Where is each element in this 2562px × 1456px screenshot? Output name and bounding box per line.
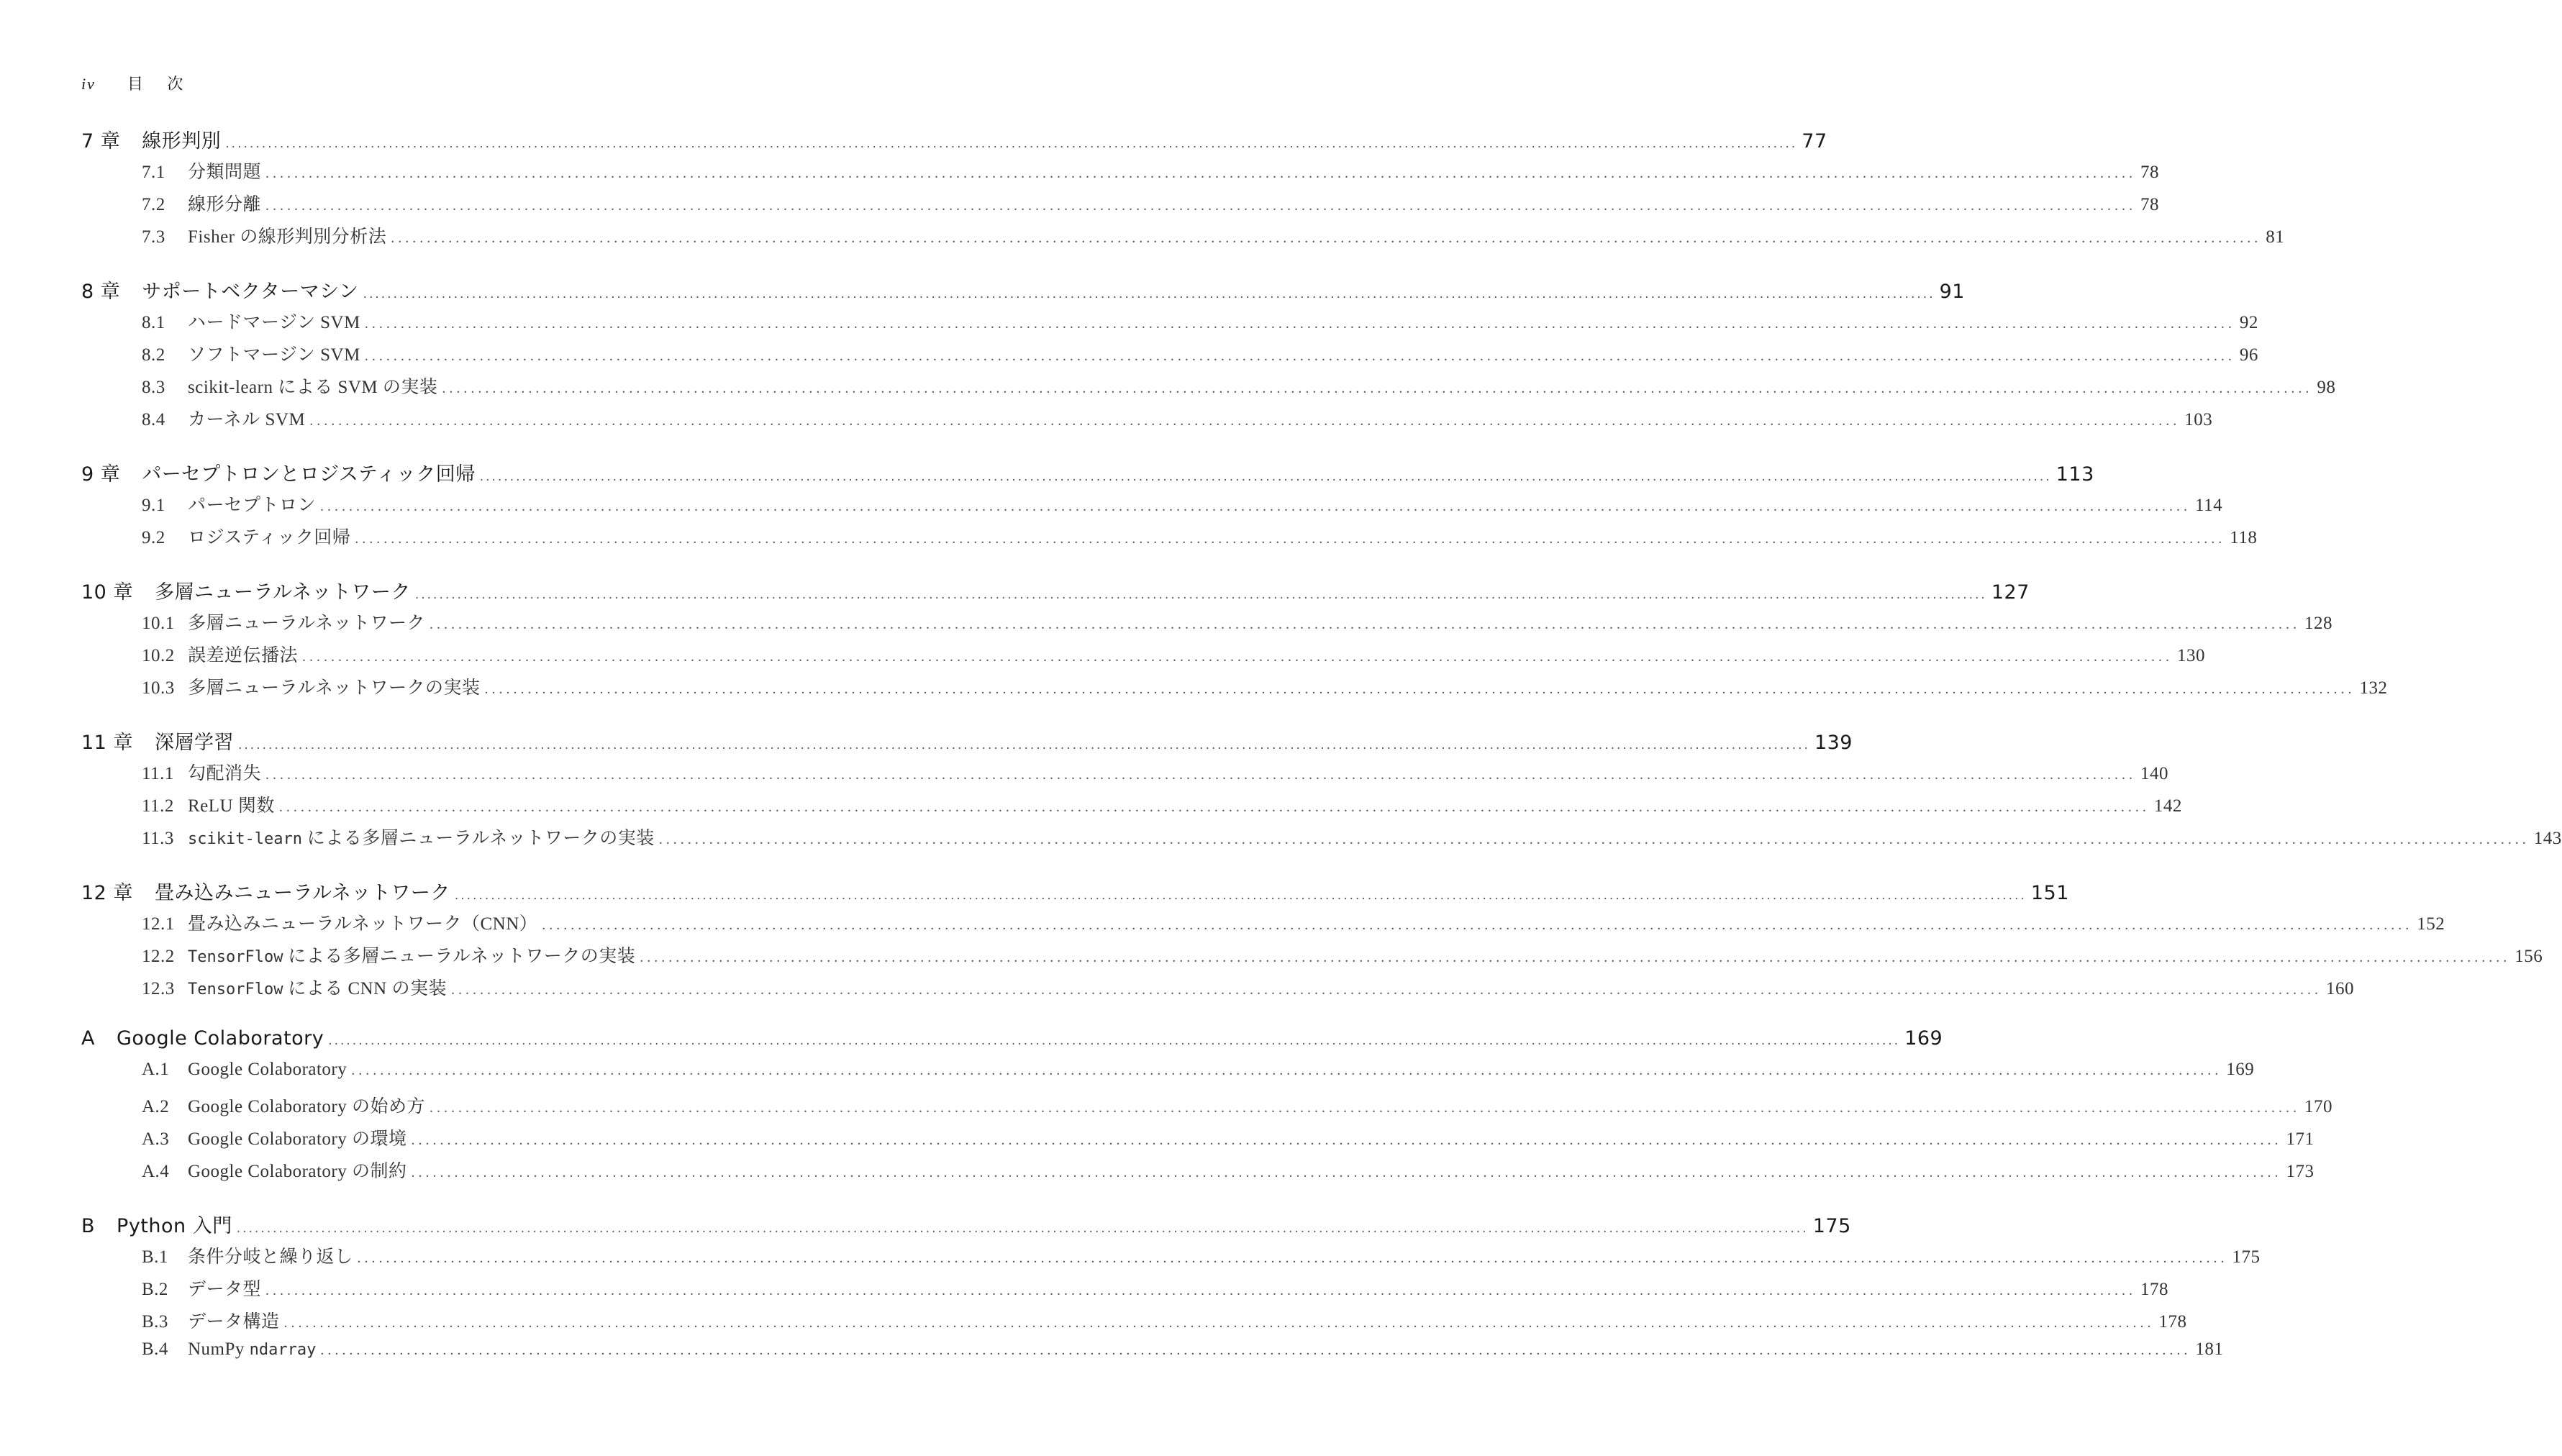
section-number: 11.1	[142, 764, 174, 783]
section-code: TensorFlow	[188, 948, 283, 966]
header-title: 目 次	[127, 75, 194, 93]
dot-leader: ....................................................................................................................................................................................................................................................................	[236, 1221, 1809, 1236]
chapter-number: 9 章	[81, 463, 121, 486]
section-entry[interactable]	[81, 373, 2336, 405]
dot-leader: ....................................................................................................................................................................................................................................................................	[328, 1034, 1901, 1048]
section-entry[interactable]	[81, 824, 2562, 856]
section-title-group	[188, 523, 350, 549]
section-title: による多層ニューラルネットワークの実装	[288, 947, 636, 966]
dot-leader: ....................................................................................................................................................................................................................................................................	[364, 348, 2235, 364]
dot-leader: ....................................................................................................................................................................................................................................................................	[265, 767, 2137, 783]
section-number: 11.3	[142, 829, 174, 848]
section-title: 条件分岐と繰り返し	[188, 1247, 353, 1267]
section-page: 175	[2232, 1247, 2261, 1267]
section-number: 12.3	[142, 979, 175, 998]
dot-leader: ....................................................................................................................................................................................................................................................................	[391, 230, 2262, 246]
section-page: 160	[2326, 979, 2354, 998]
chapter-block	[81, 125, 2285, 255]
chapter-entry[interactable]	[81, 877, 2069, 909]
chapter-number: B	[81, 1215, 96, 1237]
chapter-entry[interactable]	[81, 727, 1853, 759]
dot-leader: ....................................................................................................................................................................................................................................................................	[320, 1342, 2191, 1358]
chapter-entry[interactable]	[81, 276, 1965, 308]
section-number: 8.2	[142, 345, 165, 365]
section-title: Google Colaboratory	[188, 1060, 347, 1079]
section-title-group	[188, 190, 261, 216]
dot-leader: ....................................................................................................................................................................................................................................................................	[640, 950, 2511, 965]
dot-leader: ....................................................................................................................................................................................................................................................................	[451, 982, 2322, 998]
chapter-number: 11 章	[81, 732, 133, 754]
section-entry[interactable]	[81, 308, 2258, 340]
section-entry[interactable]	[81, 222, 2285, 255]
section-number: 8.4	[142, 410, 165, 429]
dot-leader: ....................................................................................................................................................................................................................................................................	[454, 888, 2027, 903]
section-entry[interactable]	[81, 1339, 2224, 1372]
section-number: 10.1	[142, 614, 175, 633]
section-title-group	[188, 791, 275, 817]
dot-leader: ....................................................................................................................................................................................................................................................................	[442, 381, 2313, 396]
dot-leader: ....................................................................................................................................................................................................................................................................	[484, 681, 2356, 697]
section-number: 10.3	[142, 678, 175, 698]
chapter-title: サポートベクターマシン	[142, 281, 359, 303]
section-page: 178	[2140, 1280, 2169, 1299]
section-number: B.4	[142, 1339, 168, 1359]
dot-leader: ....................................................................................................................................................................................................................................................................	[302, 649, 2173, 665]
section-page: 142	[2153, 796, 2182, 816]
section-title-group	[188, 158, 261, 183]
section-title: Google Colaboratory の制約	[188, 1162, 407, 1181]
section-title-group	[188, 222, 386, 248]
dot-leader: ....................................................................................................................................................................................................................................................................	[658, 832, 2530, 847]
section-page: 78	[2140, 195, 2160, 214]
section-page: 96	[2239, 345, 2258, 365]
section-page: 78	[2140, 163, 2160, 182]
section-title: による多層ニューラルネットワークの実装	[306, 829, 655, 848]
section-title: による CNN の実装	[288, 979, 447, 998]
chapter-number: 7 章	[81, 130, 121, 153]
section-entry[interactable]	[81, 1242, 2261, 1275]
section-entry[interactable]	[81, 1275, 2169, 1307]
chapter-entry[interactable]	[81, 1210, 1851, 1242]
section-page: 114	[2195, 496, 2223, 515]
section-title-group	[188, 491, 316, 517]
chapter-page: 151	[2030, 882, 2069, 904]
chapter-block	[81, 576, 2388, 706]
section-title: データ型	[188, 1280, 262, 1299]
dot-leader: ....................................................................................................................................................................................................................................................................	[320, 499, 2191, 514]
section-title: NumPy	[188, 1339, 245, 1359]
section-page: 140	[2140, 764, 2169, 783]
section-page: 143	[2533, 829, 2562, 848]
dot-leader: ....................................................................................................................................................................................................................................................................	[479, 470, 2052, 484]
section-title-group	[188, 373, 437, 399]
chapter-entry[interactable]	[81, 1027, 1943, 1060]
section-title: 多層ニューラルネットワーク	[188, 614, 426, 633]
chapter-block	[81, 1210, 2261, 1372]
chapter-page: 91	[1939, 281, 1965, 303]
section-title: 畳み込みニューラルネットワーク（CNN）	[188, 914, 538, 934]
section-title-group	[188, 1307, 280, 1333]
dot-leader: ....................................................................................................................................................................................................................................................................	[265, 198, 2137, 214]
section-number: 9.1	[142, 496, 165, 515]
chapter-page: 113	[2055, 463, 2094, 486]
section-number: 10.2	[142, 646, 175, 665]
chapter-page: 175	[1812, 1215, 1851, 1237]
section-page: 118	[2230, 528, 2258, 547]
section-entry[interactable]	[81, 673, 2388, 706]
dot-leader: ....................................................................................................................................................................................................................................................................	[355, 531, 2226, 547]
section-entry[interactable]	[81, 523, 2258, 555]
section-title: 勾配消失	[188, 764, 262, 783]
section-number: B.3	[142, 1312, 168, 1332]
section-title: 分類問題	[188, 163, 262, 182]
chapter-number: A	[81, 1027, 95, 1050]
section-title: Google Colaboratory の始め方	[188, 1097, 426, 1116]
section-title-group	[188, 340, 360, 366]
section-entry[interactable]	[81, 791, 2182, 824]
chapter-entry[interactable]	[81, 458, 2094, 491]
section-number: B.1	[142, 1247, 168, 1267]
section-title: 誤差逆伝播法	[188, 646, 299, 665]
page-header	[81, 72, 193, 94]
section-title-group	[188, 942, 635, 968]
section-title: パーセプトロン	[188, 496, 317, 515]
section-title-group	[188, 405, 305, 431]
section-page: 173	[2286, 1162, 2315, 1181]
chapter-title: 畳み込みニューラルネットワーク	[154, 882, 450, 904]
section-number: 7.1	[142, 163, 165, 182]
section-entry[interactable]	[81, 1092, 2333, 1124]
section-title-group	[188, 1060, 347, 1080]
section-entry[interactable]	[81, 1307, 2187, 1339]
section-title: カーネル SVM	[188, 410, 306, 429]
dot-leader: ....................................................................................................................................................................................................................................................................	[414, 588, 1987, 602]
section-number: B.2	[142, 1280, 168, 1299]
section-page: 156	[2515, 947, 2543, 966]
section-title: ReLU 関数	[188, 796, 275, 816]
section-number: 12.2	[142, 947, 175, 966]
section-title: ハードマージン SVM	[188, 313, 360, 332]
chapter-block	[81, 276, 2336, 437]
section-page: 181	[2195, 1339, 2224, 1359]
section-entry[interactable]	[81, 609, 2333, 641]
dot-leader: ....................................................................................................................................................................................................................................................................	[283, 1315, 2155, 1331]
section-page: 128	[2304, 614, 2333, 633]
chapter-title: 線形判別	[142, 130, 222, 153]
section-page: 92	[2239, 313, 2258, 332]
dot-leader: ....................................................................................................................................................................................................................................................................	[278, 799, 2150, 815]
section-title-group	[188, 1275, 261, 1301]
section-title: Google Colaboratory の環境	[188, 1129, 407, 1149]
dot-leader: ....................................................................................................................................................................................................................................................................	[363, 287, 1935, 301]
section-entry[interactable]	[81, 190, 2160, 222]
table-of-contents	[81, 125, 2562, 1393]
chapter-number: 10 章	[81, 581, 133, 604]
chapter-block	[81, 1027, 2333, 1189]
chapter-block	[81, 877, 2543, 1006]
section-title-group	[188, 308, 360, 334]
section-number: A.3	[142, 1129, 170, 1149]
section-number: 8.3	[142, 378, 165, 397]
section-code: TensorFlow	[188, 980, 283, 998]
section-number: A.2	[142, 1097, 170, 1116]
section-number: A.1	[142, 1060, 170, 1079]
section-title-group	[188, 641, 298, 667]
section-number: 12.1	[142, 914, 175, 934]
section-title-group	[188, 1157, 407, 1183]
section-page: 81	[2266, 227, 2285, 247]
chapter-page: 139	[1814, 732, 1853, 754]
header-page-number: iv	[81, 75, 96, 93]
section-title-group	[188, 759, 261, 785]
chapter-number: 12 章	[81, 882, 133, 904]
section-entry[interactable]	[81, 759, 2169, 791]
section-page: 130	[2177, 646, 2206, 665]
chapter-page: 169	[1904, 1027, 1943, 1050]
section-title-group	[188, 909, 537, 935]
chapter-title: 多層ニューラルネットワーク	[154, 581, 411, 604]
section-entry[interactable]	[81, 974, 2354, 1006]
section-entry[interactable]	[81, 1157, 2315, 1189]
chapter-page: 77	[1802, 130, 1827, 153]
dot-leader: ....................................................................................................................................................................................................................................................................	[351, 1063, 2222, 1078]
chapter-page: 127	[1991, 581, 2030, 604]
section-number: 8.1	[142, 313, 165, 332]
chapter-title: 深層学習	[154, 732, 234, 754]
chapter-entry[interactable]	[81, 576, 2030, 609]
section-title: データ構造	[188, 1312, 280, 1332]
dot-leader: ....................................................................................................................................................................................................................................................................	[357, 1250, 2228, 1266]
dot-leader: ....................................................................................................................................................................................................................................................................	[430, 616, 2301, 632]
section-entry[interactable]	[81, 909, 2445, 942]
section-title-group	[188, 1242, 353, 1268]
section-title: Fisher の線形判別分析法	[188, 227, 387, 247]
chapter-block	[81, 458, 2258, 555]
section-entry[interactable]	[81, 641, 2206, 673]
dot-leader: ....................................................................................................................................................................................................................................................................	[411, 1132, 2282, 1148]
section-page: 170	[2304, 1097, 2333, 1116]
section-entry[interactable]	[81, 340, 2258, 373]
chapter-title: Python 入門	[117, 1215, 232, 1237]
section-number: 7.2	[142, 195, 165, 214]
dot-leader: ....................................................................................................................................................................................................................................................................	[265, 1283, 2137, 1298]
section-page: 103	[2184, 410, 2213, 429]
section-title-group	[188, 1339, 316, 1360]
section-entry[interactable]	[81, 491, 2223, 523]
dot-leader: ....................................................................................................................................................................................................................................................................	[265, 165, 2137, 181]
section-entry[interactable]	[81, 1060, 2255, 1092]
section-entry[interactable]	[81, 1124, 2315, 1157]
chapter-number: 8 章	[81, 281, 121, 303]
section-number: A.4	[142, 1162, 170, 1181]
section-entry[interactable]	[81, 942, 2543, 974]
section-code: scikit-learn	[188, 830, 302, 848]
section-title: scikit-learn による SVM の実装	[188, 378, 438, 397]
section-title: ロジスティック回帰	[188, 528, 351, 547]
dot-leader: ....................................................................................................................................................................................................................................................................	[309, 413, 2181, 429]
section-title: 多層ニューラルネットワークの実装	[188, 678, 481, 698]
section-entry[interactable]	[81, 158, 2160, 190]
section-page: 98	[2317, 378, 2336, 397]
chapter-title: Google Colaboratory	[116, 1027, 324, 1050]
section-page: 178	[2158, 1312, 2187, 1332]
section-page: 152	[2417, 914, 2445, 934]
section-number: 9.2	[142, 528, 165, 547]
dot-leader: ....................................................................................................................................................................................................................................................................	[542, 917, 2413, 933]
section-page: 132	[2359, 678, 2388, 698]
section-title-group	[188, 824, 655, 850]
dot-leader: ....................................................................................................................................................................................................................................................................	[237, 738, 1810, 752]
section-title-group	[188, 1092, 425, 1118]
section-entry[interactable]	[81, 405, 2213, 437]
section-title: ソフトマージン SVM	[188, 345, 360, 365]
chapter-entry[interactable]	[81, 125, 1827, 158]
section-number: 11.2	[142, 796, 174, 816]
section-page: 171	[2286, 1129, 2315, 1149]
section-title-group	[188, 974, 447, 1000]
section-number: 7.3	[142, 227, 165, 247]
section-page: 169	[2226, 1060, 2255, 1079]
section-title-group	[188, 1124, 407, 1150]
dot-leader: ....................................................................................................................................................................................................................................................................	[430, 1100, 2301, 1116]
section-title-group	[188, 673, 481, 699]
chapter-title: パーセプトロンとロジスティック回帰	[142, 463, 476, 486]
dot-leader: ....................................................................................................................................................................................................................................................................	[225, 137, 1798, 151]
section-code: ndarray	[249, 1341, 317, 1359]
section-title: 線形分離	[188, 195, 262, 214]
dot-leader: ....................................................................................................................................................................................................................................................................	[411, 1165, 2282, 1180]
dot-leader: ....................................................................................................................................................................................................................................................................	[364, 316, 2235, 332]
section-title-group	[188, 609, 425, 634]
chapter-block	[81, 727, 2562, 856]
